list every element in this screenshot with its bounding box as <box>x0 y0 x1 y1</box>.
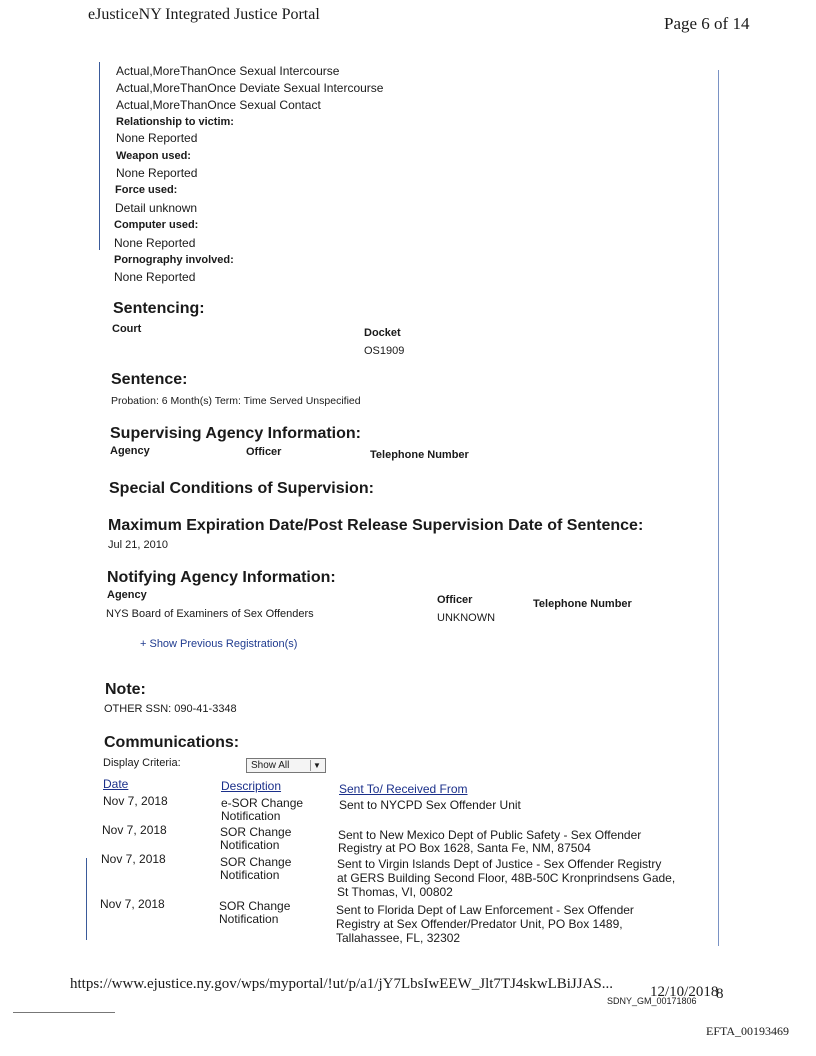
comm-row-1-desc-1: e-SOR Change <box>221 796 304 810</box>
computer-value: None Reported <box>114 236 196 250</box>
portal-title: eJusticeNY Integrated Justice Portal <box>88 6 320 23</box>
note-heading: Note: <box>105 681 146 698</box>
special-conditions-heading: Special Conditions of Supervision: <box>109 480 374 497</box>
supervising-officer-label: Officer <box>246 446 282 458</box>
comm-row-2-desc-1: SOR Change <box>220 825 292 839</box>
pornography-value: None Reported <box>114 270 196 284</box>
supervising-agency-heading: Supervising Agency Information: <box>110 425 361 442</box>
comm-row-2-desc-2: Notification <box>220 838 280 852</box>
comm-row-3-desc-1: SOR Change <box>220 855 292 869</box>
pornography-label: Pornography involved: <box>114 254 234 266</box>
comm-row-1-sent-1: Sent to NYCPD Sex Offender Unit <box>339 798 521 812</box>
comm-row-3-sent-1: Sent to Virgin Islands Dept of Justice - Sex Offender Registry <box>337 857 662 871</box>
offense-line-3: Actual,MoreThanOnce Sexual Contact <box>116 98 321 112</box>
note-text: OTHER SSN: 090-41-3348 <box>104 703 237 715</box>
display-criteria-label: Display Criteria: <box>103 757 181 769</box>
comm-row-4-desc-1: SOR Change <box>219 899 291 913</box>
max-expiration-heading: Maximum Expiration Date/Post Release Supervision Date of Sentence: <box>108 517 644 534</box>
column-header-description[interactable]: Description <box>221 779 282 793</box>
page-indicator: Page 6 of 14 <box>664 14 750 33</box>
comm-row-4-sent-1: Sent to Florida Dept of Law Enforcement - Sex Offender <box>336 903 634 917</box>
footer-page-number: 8 <box>716 986 724 1002</box>
footer-url: https://www.ejustice.ny.gov/wps/myportal/!ut/p/a1/jY7LbsIwEEW_Jlt7TJ4skwLBiJJAS... <box>70 976 614 992</box>
force-value: Detail unknown <box>115 201 198 215</box>
left-border <box>99 62 100 250</box>
comm-row-1-desc-2: Notification <box>221 809 281 823</box>
sentence-text: Probation: 6 Month(s) Term: Time Served Unspecified <box>111 395 361 407</box>
comm-row-4-date: Nov 7, 2018 <box>100 897 165 911</box>
notifying-agency-label: Agency <box>107 589 147 601</box>
offense-line-1: Actual,MoreThanOnce Sexual Intercourse <box>116 64 340 78</box>
relationship-value: None Reported <box>116 131 198 145</box>
court-label: Court <box>112 323 142 335</box>
comm-row-3-desc-2: Notification <box>220 868 280 882</box>
offense-line-2: Actual,MoreThanOnce Deviate Sexual Intercourse <box>116 81 384 95</box>
max-expiration-date: Jul 21, 2010 <box>108 539 168 551</box>
comm-row-3-sent-2: at GERS Building Second Floor, 48B-50C Kronprindsens Gade, <box>337 871 676 885</box>
comm-row-2-sent-1: Sent to New Mexico Dept of Public Safety - Sex Offender <box>338 828 642 842</box>
notifying-telephone-label: Telephone Number <box>533 598 632 610</box>
display-criteria-select[interactable] <box>246 758 326 773</box>
display-criteria-value: Show All <box>251 760 290 771</box>
notifying-agency-heading: Notifying Agency Information: <box>107 569 336 586</box>
comm-row-4-desc-2: Notification <box>219 912 279 926</box>
efta-number: EFTA_00193469 <box>706 1024 790 1038</box>
comm-row-4-sent-2: Registry at Sex Offender/Predator Unit, PO Box 1489, <box>336 917 623 931</box>
weapon-value: None Reported <box>116 166 198 180</box>
notifying-agency-value: NYS Board of Examiners of Sex Offenders <box>106 608 314 620</box>
sentencing-heading: Sentencing: <box>113 300 205 317</box>
column-header-date[interactable]: Date <box>103 777 129 791</box>
supervising-telephone-label: Telephone Number <box>370 449 469 461</box>
right-border <box>718 70 719 946</box>
relationship-label: Relationship to victim: <box>116 116 234 128</box>
footer-divider <box>13 1012 115 1013</box>
comm-row-1-date: Nov 7, 2018 <box>103 794 168 808</box>
supervising-agency-label: Agency <box>110 445 150 457</box>
force-label: Force used: <box>115 184 178 196</box>
bates-stamp: SDNY_GM_00171806 <box>607 996 697 1006</box>
comm-row-3-date: Nov 7, 2018 <box>101 852 166 866</box>
docket-value: OS1909 <box>364 345 405 357</box>
computer-label: Computer used: <box>114 219 199 231</box>
communications-heading: Communications: <box>104 734 240 751</box>
comm-row-2-sent-2: Registry at PO Box 1628, Santa Fe, NM, 87504 <box>338 841 591 855</box>
column-header-sent-to[interactable]: Sent To/ Received From <box>339 782 468 796</box>
comm-row-3-sent-3: St Thomas, VI, 00802 <box>337 885 453 899</box>
comm-row-4-sent-3: Tallahassee, FL, 32302 <box>336 931 461 945</box>
comm-row-2-date: Nov 7, 2018 <box>102 823 167 837</box>
notifying-officer-label: Officer <box>437 594 473 606</box>
notifying-officer-value: UNKNOWN <box>437 612 496 624</box>
docket-label: Docket <box>364 327 401 339</box>
weapon-label: Weapon used: <box>116 150 191 162</box>
sentence-heading: Sentence: <box>111 371 188 388</box>
left-border-lower <box>86 858 87 940</box>
show-previous-registrations-link[interactable]: + Show Previous Registration(s) <box>140 638 298 650</box>
chevron-down-icon[interactable]: ▼ <box>310 760 323 771</box>
footer-date: 12/10/2018 <box>650 984 719 1000</box>
